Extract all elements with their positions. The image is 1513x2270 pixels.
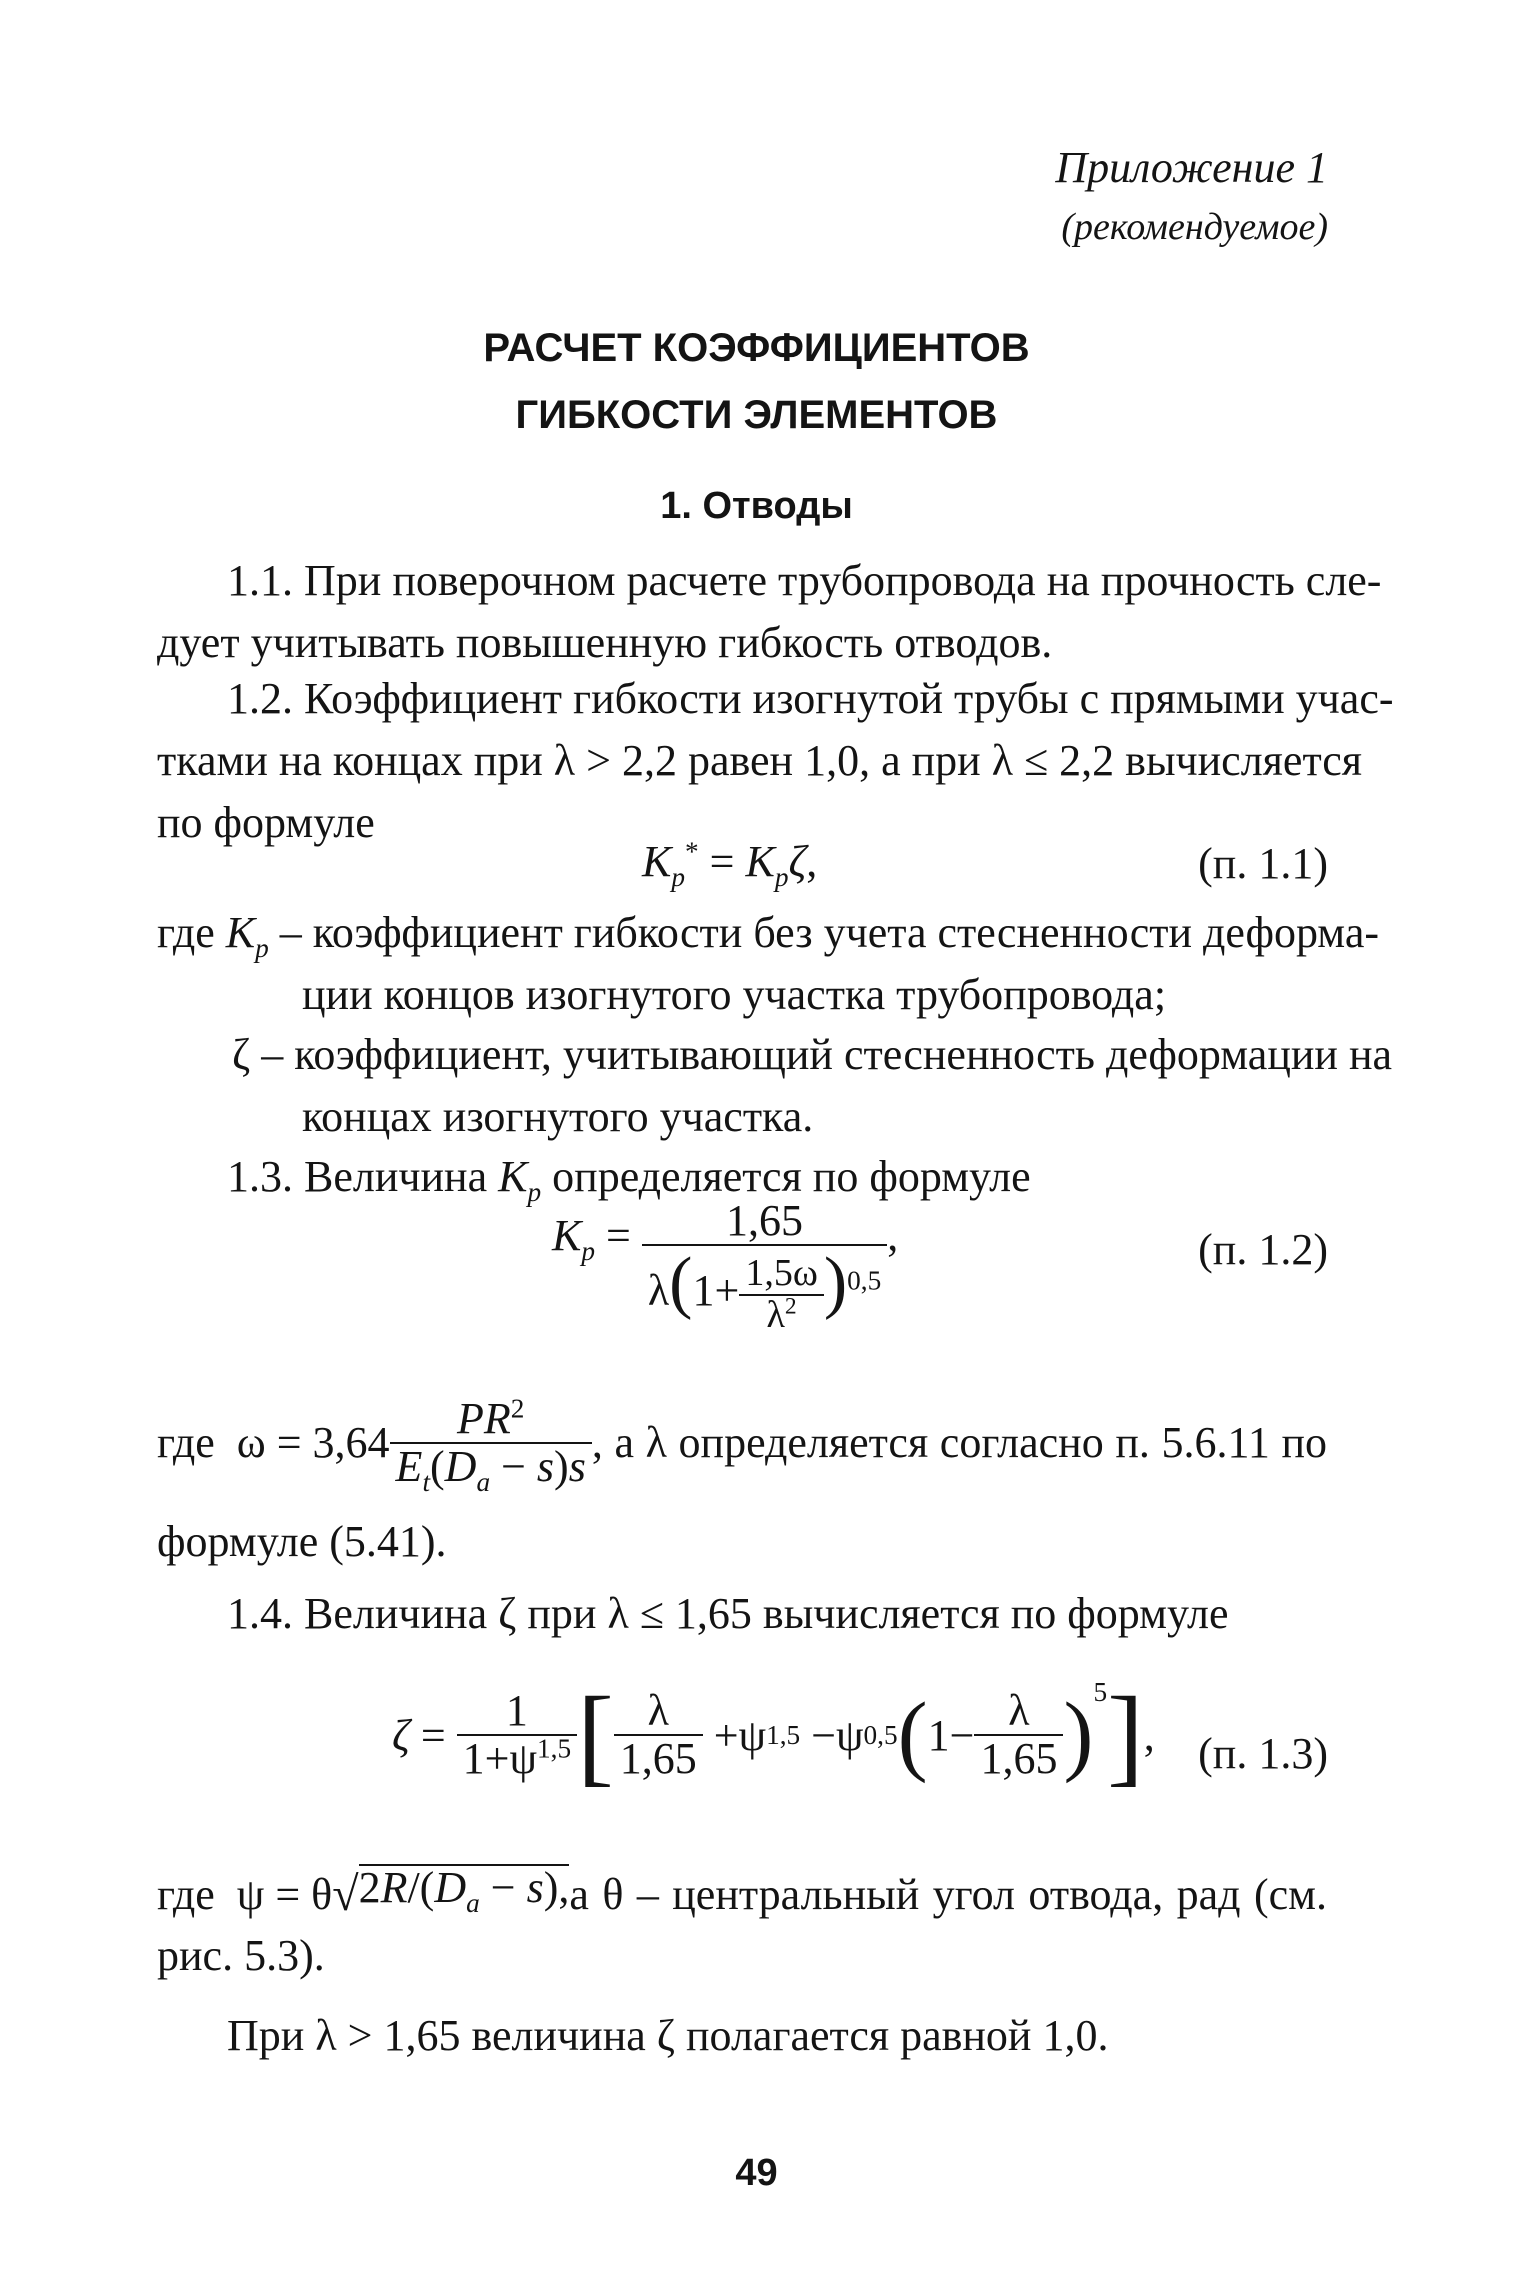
- final-note: При λ > 1,65 величина ζ полагается равной 1,0.: [227, 2011, 1109, 2060]
- page-number: 49: [735, 2152, 778, 2194]
- paragraph-1-2: [157, 668, 1394, 854]
- paragraph-1-2-line3: по формуле: [157, 798, 375, 847]
- paragraph-1-1: [157, 550, 1382, 674]
- paragraph-1-2-line2: тками на концах при λ > 2,2 равен 1,0, а при λ ≤ 2,2 вычисляется: [157, 736, 1362, 785]
- formula-1-2: $K_p$ = 1,65 λ(1+ $\frac{1,5\omega}{\lambda^2}$ )$^{0,5}$ ,: [552, 1196, 899, 1337]
- page-title-line1: РАСЧЕТ КОЭФФИЦИЕНТОВ: [483, 326, 1030, 370]
- equation-number-1-2: (п. 1.2): [1198, 1225, 1328, 1274]
- equation-number-1-3: (п. 1.3): [1198, 1729, 1328, 1778]
- omega-definition-line1: где ω = 3,64 $\frac{PR^2}{E_t(D_a - s)s}$ , а λ определяется согласно п. 5.6.11 по: [157, 1393, 1327, 1497]
- paragraph-1-3: 1.3. Величина $K_p$ определяется по формуле: [227, 1152, 1031, 1207]
- paragraph-1-2-line1: 1.2. Коэффициент гибкости изогнутой трубы с прямыми учас-: [227, 674, 1394, 723]
- omega-definition-line2: формуле (5.41).: [157, 1517, 447, 1566]
- psi-definition-line1: где ψ = θ √ $2R/(D_a - s)$, а θ – центральный угол отвода, рад (см.: [157, 1864, 1327, 1926]
- page-title-line2: ГИБКОСТИ ЭЛЕМЕНТОВ: [515, 393, 998, 437]
- where-kp-definition: [157, 902, 1380, 964]
- psi-definition-line2: рис. 5.3).: [157, 1931, 325, 1980]
- where-kp-line1: где $K_p$ – коэффициент гибкости без учета стесненности деформа-: [157, 908, 1380, 963]
- equation-number-1-1: (п. 1.1): [1198, 839, 1328, 888]
- formula-1-3: ζ = $\frac{1}{1+\psi^{1,5}}$ [ $\frac{\lambda}{1,65}$ +ψ 1,5 −ψ 0,5 ( 1− $\frac{\lambda}{1,65}$ ) 5 ] ,: [392, 1674, 1155, 1796]
- paragraph-1-1-line1: 1.1. При поверочном расчете трубопровода на прочность сле-: [227, 556, 1382, 605]
- paragraph-1-4: 1.4. Величина ζ при λ ≤ 1,65 вычисляется по формуле: [227, 1589, 1229, 1638]
- appendix-label: Приложение 1: [1055, 143, 1328, 192]
- section-heading: 1. Отводы: [660, 485, 853, 527]
- appendix-note: (рекомендуемое): [1061, 206, 1328, 248]
- psi-definition: [157, 1864, 1327, 1926]
- where-kp-line2: ции концов изогнутого участка трубопровода;: [302, 970, 1167, 1019]
- omega-definition: [157, 1393, 1327, 1497]
- where-zeta-line2: концах изогнутого участка.: [302, 1092, 814, 1141]
- where-zeta-line1: ζ – коэффициент, учитывающий стесненность деформации на: [232, 1030, 1393, 1079]
- paragraph-1-1-line2: дует учитывать повышенную гибкость отводов.: [157, 618, 1053, 667]
- formula-1-1: $K_p^* = K_p\zeta$,: [642, 836, 818, 892]
